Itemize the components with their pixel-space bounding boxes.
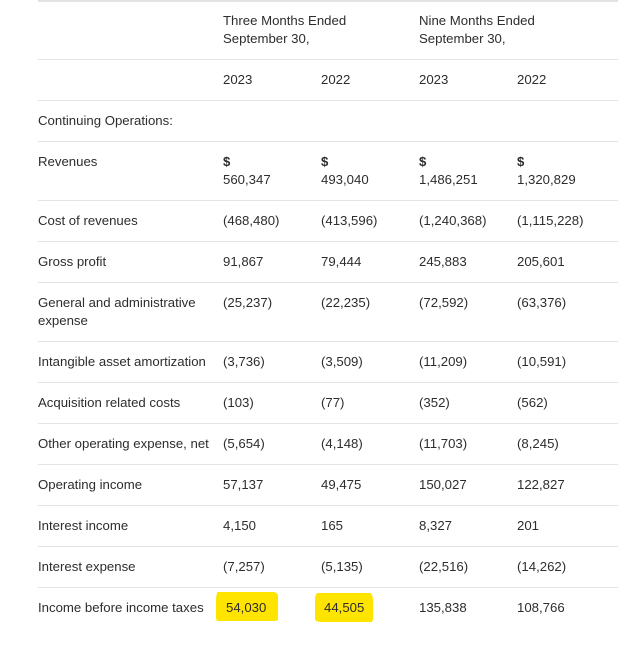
row-label: Interest expense xyxy=(38,547,223,588)
row-value-text: (7,257) xyxy=(223,559,265,574)
row-label: Cost of revenues xyxy=(38,201,223,242)
header-three-months-line1: Three Months Ended xyxy=(223,13,347,28)
row-value-text: (11,209) xyxy=(419,354,468,369)
currency-symbol: $ xyxy=(321,154,329,169)
row-value-text: (3,736) xyxy=(223,354,265,369)
row-label: Gross profit xyxy=(38,242,223,283)
row-value xyxy=(419,242,517,283)
table-row xyxy=(38,547,618,588)
currency-symbol: $ xyxy=(223,154,231,169)
header-row-years xyxy=(38,60,618,101)
row-label: Operating income xyxy=(38,465,223,506)
row-value xyxy=(321,383,419,424)
row-value-text: (11,703) xyxy=(419,436,468,451)
row-value xyxy=(517,506,618,547)
row-value xyxy=(419,588,517,629)
row-value xyxy=(223,547,321,588)
table-row xyxy=(38,383,618,424)
row-value xyxy=(419,383,517,424)
row-value xyxy=(419,506,517,547)
row-value xyxy=(321,506,419,547)
section-title: Continuing Operations: xyxy=(38,101,223,142)
section-title-spacer-4 xyxy=(517,101,618,142)
row-value-text: (10,591) xyxy=(517,354,567,369)
section-title-spacer-3 xyxy=(419,101,517,142)
row-value-text: 91,867 xyxy=(223,254,264,269)
row-value-text: (5,135) xyxy=(321,559,363,574)
header-year-three-2023: 2023 xyxy=(223,60,321,101)
row-value xyxy=(223,465,321,506)
header-nine-months-line2: September 30, xyxy=(419,31,506,46)
income-statement-table xyxy=(38,0,618,628)
row-value xyxy=(223,506,321,547)
row-value-text: 493,040 xyxy=(321,172,369,187)
row-value-text: (22,235) xyxy=(321,295,371,310)
row-value-text: (5,654) xyxy=(223,436,265,451)
header-three-months-ended xyxy=(223,1,419,60)
row-value-text: (562) xyxy=(517,395,548,410)
header-years-blank-cell xyxy=(38,60,223,101)
row-value-text: (103) xyxy=(223,395,254,410)
row-value xyxy=(419,547,517,588)
row-value xyxy=(517,242,618,283)
section-title-spacer-2 xyxy=(321,101,419,142)
row-value-text: (4,148) xyxy=(321,436,363,451)
row-value-text: 122,827 xyxy=(517,477,565,492)
table-row xyxy=(38,142,618,201)
row-value xyxy=(321,283,419,342)
row-value xyxy=(223,342,321,383)
table-header xyxy=(38,1,618,101)
row-value-text: 560,347 xyxy=(223,172,271,187)
row-value xyxy=(517,342,618,383)
row-value-text: (63,376) xyxy=(517,295,567,310)
table-row xyxy=(38,342,618,383)
row-value xyxy=(321,424,419,465)
currency-symbol: $ xyxy=(419,154,427,169)
table-row xyxy=(38,201,618,242)
row-value xyxy=(321,142,419,201)
row-value-text: (8,245) xyxy=(517,436,559,451)
row-value-text: 201 xyxy=(517,518,540,533)
row-value-text: (14,262) xyxy=(517,559,567,574)
table-row xyxy=(38,283,618,342)
row-value-text: 44,505 xyxy=(324,600,365,615)
row-value xyxy=(223,588,321,629)
row-value xyxy=(223,383,321,424)
row-value-text: (468,480) xyxy=(223,213,280,228)
row-value-text: 54,030 xyxy=(226,600,267,615)
row-value xyxy=(517,201,618,242)
row-value xyxy=(517,383,618,424)
header-nine-months-line1: Nine Months Ended xyxy=(419,13,535,28)
row-value xyxy=(321,342,419,383)
row-value-text: 205,601 xyxy=(517,254,565,269)
row-label: Acquisition related costs xyxy=(38,383,223,424)
row-value xyxy=(517,547,618,588)
table-row xyxy=(38,465,618,506)
header-nine-months-ended xyxy=(419,1,618,60)
row-value-text: (25,237) xyxy=(223,295,273,310)
row-value xyxy=(419,142,517,201)
row-label: Interest income xyxy=(38,506,223,547)
row-value-text: 245,883 xyxy=(419,254,467,269)
highlight-marker xyxy=(321,599,367,617)
header-blank-cell xyxy=(38,1,223,60)
row-value-text: 49,475 xyxy=(321,477,362,492)
highlight-marker xyxy=(223,599,269,617)
row-label: Other operating expense, net xyxy=(38,424,223,465)
row-value-text: 57,137 xyxy=(223,477,264,492)
row-value xyxy=(419,201,517,242)
row-value-text: 4,150 xyxy=(223,518,257,533)
row-value xyxy=(517,465,618,506)
row-value xyxy=(223,142,321,201)
row-value-text: (72,592) xyxy=(419,295,469,310)
row-value-text: (77) xyxy=(321,395,345,410)
row-value xyxy=(517,283,618,342)
row-value-text: 8,327 xyxy=(419,518,453,533)
row-value xyxy=(321,465,419,506)
row-value xyxy=(517,424,618,465)
row-value xyxy=(517,142,618,201)
row-value-text: 135,838 xyxy=(419,600,467,615)
row-value xyxy=(419,424,517,465)
table-row xyxy=(38,506,618,547)
row-label: Revenues xyxy=(38,142,223,201)
row-value xyxy=(419,342,517,383)
table-row-section-title xyxy=(38,101,618,142)
header-year-nine-2022: 2022 xyxy=(517,60,618,101)
row-value-text: (413,596) xyxy=(321,213,378,228)
row-value-text: (352) xyxy=(419,395,450,410)
row-value xyxy=(223,242,321,283)
row-label: Intangible asset amortization xyxy=(38,342,223,383)
row-value xyxy=(223,283,321,342)
row-value xyxy=(517,588,618,629)
row-value-text: 79,444 xyxy=(321,254,362,269)
row-value xyxy=(419,465,517,506)
row-value xyxy=(321,242,419,283)
row-value xyxy=(321,588,419,629)
section-title-spacer-1 xyxy=(223,101,321,142)
header-year-nine-2023: 2023 xyxy=(419,60,517,101)
row-value-text: 1,486,251 xyxy=(419,172,478,187)
row-value-text: (1,115,228) xyxy=(517,213,584,228)
row-value-text: 165 xyxy=(321,518,344,533)
table-row xyxy=(38,588,618,629)
row-value xyxy=(321,547,419,588)
table-row xyxy=(38,242,618,283)
row-value-text: (22,516) xyxy=(419,559,469,574)
row-value-text: 1,320,829 xyxy=(517,172,576,187)
header-three-months-line2: September 30, xyxy=(223,31,310,46)
table-body xyxy=(38,101,618,629)
row-value-text: 150,027 xyxy=(419,477,467,492)
currency-symbol: $ xyxy=(517,154,525,169)
row-value-text: (3,509) xyxy=(321,354,363,369)
row-value xyxy=(419,283,517,342)
table-row xyxy=(38,424,618,465)
row-value-text: (1,240,368) xyxy=(419,213,487,228)
row-value xyxy=(223,201,321,242)
row-label: Income before income taxes xyxy=(38,588,223,629)
header-year-three-2022: 2022 xyxy=(321,60,419,101)
row-value xyxy=(223,424,321,465)
row-value-text: 108,766 xyxy=(517,600,565,615)
header-row-periods xyxy=(38,1,618,60)
row-value xyxy=(321,201,419,242)
row-label: General and administrative expense xyxy=(38,283,223,342)
